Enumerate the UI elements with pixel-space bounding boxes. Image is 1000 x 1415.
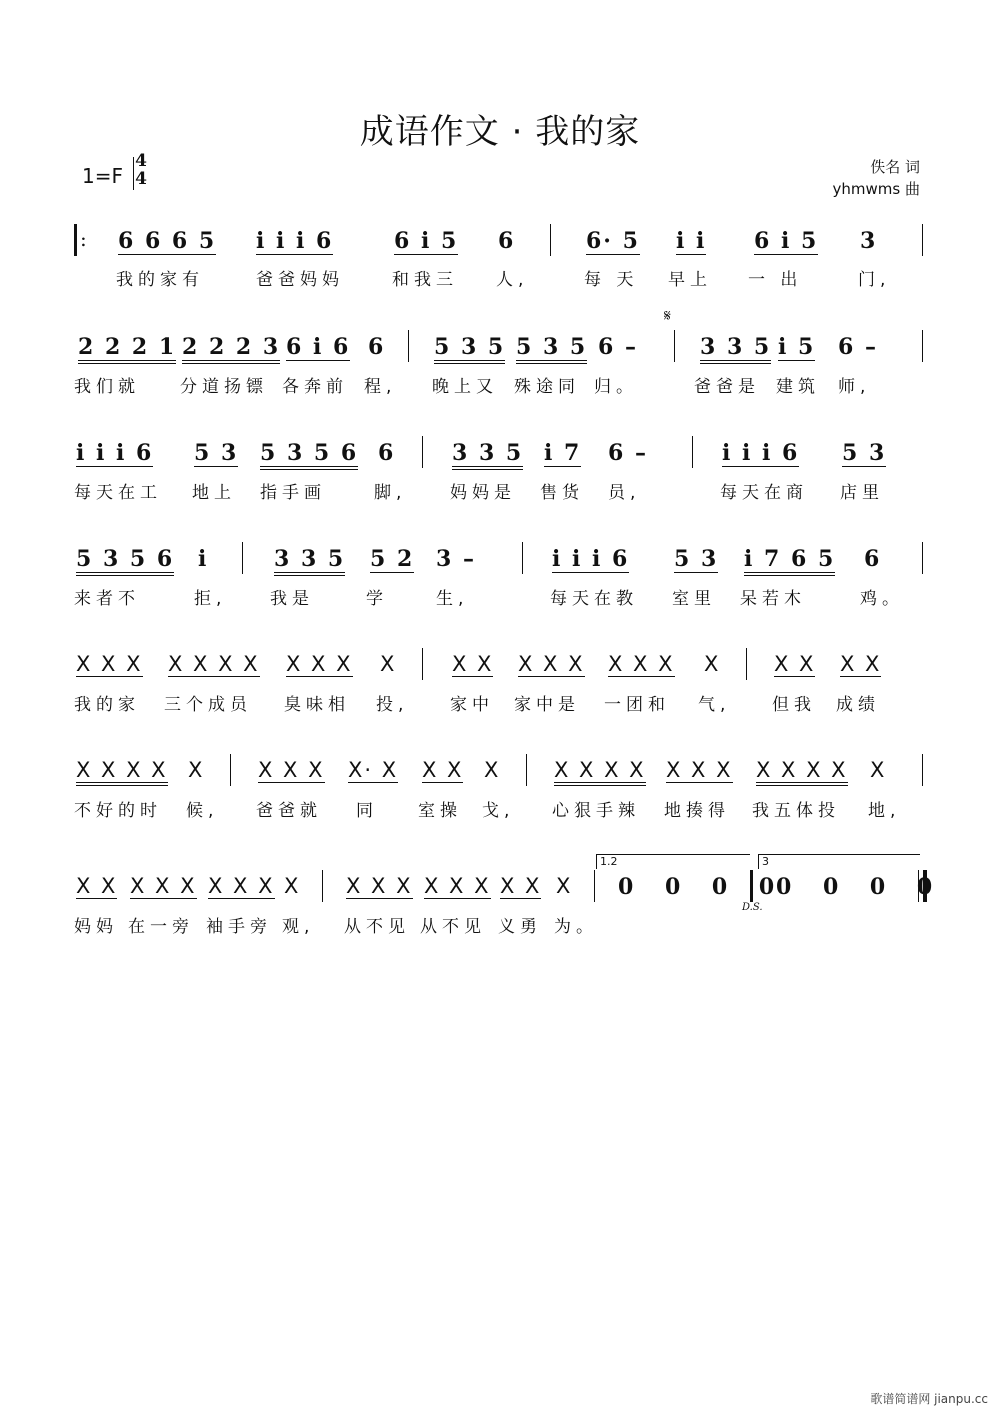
repeat-start-sign (74, 224, 87, 256)
rhythm-group: X X X (346, 874, 413, 898)
barline (922, 754, 923, 786)
lyric-word: 妈妈是 (450, 483, 516, 503)
lyric-word: 一团和 (604, 695, 670, 715)
lyric-word: 脚, (374, 483, 407, 503)
repeat-end-sign (750, 870, 753, 902)
note-group: 6 – (598, 334, 638, 360)
note-group: 3 3 5 (274, 546, 345, 576)
rhythm-group: X X (452, 652, 494, 676)
note-group: 6 6 6 5 (118, 228, 217, 254)
lyric-word: 指手画 (260, 483, 326, 503)
lyric-word: 妈妈 (74, 917, 118, 937)
lyric-word: 同 (356, 801, 378, 821)
note-group: i (198, 546, 209, 572)
lyric-word: 地揍得 (664, 801, 730, 821)
volta-bracket-1: 1.2 (596, 854, 750, 869)
lyric-word: 拒, (194, 589, 227, 609)
song-title: 成语作文 · 我的家 (359, 112, 641, 152)
barline (922, 330, 923, 362)
note-group: 5 3 5 (516, 334, 587, 364)
barline (242, 542, 243, 574)
lyric-word: 每天在教 (550, 589, 638, 609)
rhythm-group: X (188, 758, 205, 782)
note-group: 6 i 5 (754, 228, 819, 254)
rhythm-group: X X X (666, 758, 733, 782)
lyric-word: 气, (698, 695, 731, 715)
note-group: 6 (864, 546, 882, 572)
lyric-word: 每天在工 (74, 483, 162, 503)
rhythm-group: X X X (286, 652, 353, 676)
lyricist: 佚名 词 (870, 158, 920, 176)
rhythm-group: X (556, 874, 573, 898)
lyric-word: 生, (436, 589, 469, 609)
rhythm-group: X X (76, 874, 118, 898)
staff-row-6 (70, 750, 930, 790)
note-group: 5 3 (194, 440, 239, 466)
rhythm-group: X (380, 652, 397, 676)
rhythm-group: X X (500, 874, 542, 898)
note-group: 2 2 2 1 (78, 334, 176, 364)
lyric-word: 我是 (270, 589, 314, 609)
composer: yhmwms 曲 (832, 180, 920, 198)
note-group: 6 i 6 (286, 334, 351, 360)
key-signature: 1=F (82, 164, 123, 188)
staff-row-3 (70, 432, 930, 472)
barline (922, 542, 923, 574)
lyric-word: 每 天 (584, 270, 639, 290)
dal-segno-mark: D.S. (742, 902, 763, 913)
lyric-word: 成绩 (836, 695, 880, 715)
lyric-word: 师, (838, 377, 871, 397)
rhythm-group: X (284, 874, 301, 898)
note-group: 2 2 2 3 (182, 334, 280, 364)
lyric-word: 我的家有 (116, 270, 204, 290)
staff-row-7 (70, 866, 945, 906)
rhythm-group: X (870, 758, 887, 782)
barline (422, 648, 423, 680)
time-signature: 4 4 (133, 152, 149, 188)
note-group: i i i 6 (722, 440, 800, 466)
lyrics-row-7 (70, 912, 930, 938)
note-group: 6 (378, 440, 396, 466)
lyric-word: 戈, (482, 801, 515, 821)
note-group: 6 – (608, 440, 648, 466)
barline (550, 224, 551, 256)
lyric-word: 我五体投 (752, 801, 840, 821)
lyric-word: 归。 (594, 377, 638, 397)
rhythm-group: X X (422, 758, 464, 782)
rhythm-group: X X X X (168, 652, 260, 676)
note-group: 3 (860, 228, 878, 254)
note-group: 3 – (436, 546, 476, 572)
note-group: i i i 6 (552, 546, 630, 572)
rhythm-group: X X X (424, 874, 491, 898)
lyric-word: 学 (366, 589, 388, 609)
lyric-word: 室操 (418, 801, 462, 821)
rhythm-group: X X X X (554, 758, 646, 786)
lyric-word: 一 出 (748, 270, 803, 290)
lyric-word: 鸡。 (860, 589, 904, 609)
rhythm-group: X X X (130, 874, 197, 898)
note-group: i 7 (544, 440, 582, 466)
rest-group: 0 0 0 0 (776, 874, 945, 900)
lyric-word: 门, (858, 270, 891, 290)
note-group: 6· 5 (586, 228, 640, 254)
note-group: i i i 6 (256, 228, 334, 254)
barline (692, 436, 693, 468)
credits (833, 156, 920, 200)
lyric-word: 地上 (192, 483, 236, 503)
lyric-word: 每天在商 (720, 483, 808, 503)
lyric-word: 三个成员 (164, 695, 252, 715)
lyric-word: 爸爸是 (694, 377, 760, 397)
staff-row-2 (70, 326, 930, 366)
lyric-word: 殊途同 (514, 377, 580, 397)
note-group: 6 – (838, 334, 878, 360)
lyric-word: 在一旁 (128, 917, 194, 937)
note-group: 6 i 5 (394, 228, 459, 254)
lyric-word: 心狠手辣 (552, 801, 640, 821)
lyric-word: 早上 (668, 270, 712, 290)
lyric-word: 来者不 (74, 589, 140, 609)
staff-row-4 (70, 538, 930, 578)
volta-bracket-2: 3 (758, 854, 920, 869)
lyric-word: 观, (282, 917, 315, 937)
lyric-word: 从不见 (344, 917, 410, 937)
lyrics-row-5 (70, 690, 930, 716)
lyric-word: 家中是 (514, 695, 580, 715)
note-group: 5 2 (370, 546, 415, 572)
final-barline-thin (918, 870, 919, 902)
lyric-word: 家中 (450, 695, 494, 715)
lyric-word: 爸爸妈妈 (256, 270, 344, 290)
rhythm-group: X X X (518, 652, 585, 676)
lyric-word: 投, (376, 695, 409, 715)
lyrics-row-3 (70, 478, 930, 504)
site-watermark: 歌谱简谱网 jianpu.cc (870, 1392, 988, 1406)
note-group: 5 3 5 (434, 334, 505, 364)
final-barline-thick (923, 870, 927, 902)
lyric-word: 晚上又 (432, 377, 498, 397)
lyric-word: 我的家 (74, 695, 140, 715)
note-group: i i (676, 228, 707, 254)
lyric-word: 员, (608, 483, 641, 503)
rest-group: 0 0 0 0 (618, 874, 787, 900)
barline (522, 542, 523, 574)
lyric-word: 候, (186, 801, 219, 821)
barline (422, 436, 423, 468)
note-group: i i i 6 (76, 440, 154, 466)
rhythm-group: X X (774, 652, 816, 676)
barline (746, 648, 747, 680)
note-group: 5 3 (842, 440, 887, 466)
rhythm-group: X X X (608, 652, 675, 676)
note-group: 3 3 5 (452, 440, 523, 470)
note-group: 5 3 5 6 (260, 440, 358, 470)
lyric-word: 呆若木 (740, 589, 806, 609)
staff-row-5 (70, 644, 930, 684)
rhythm-group: X (704, 652, 721, 676)
lyric-word: 不好的时 (74, 801, 162, 821)
barline (594, 870, 595, 902)
rhythm-group: X X X (258, 758, 325, 782)
lyric-word: 分道扬镖 (180, 377, 268, 397)
rhythm-group: X X X X (76, 758, 168, 786)
lyric-word: 售货 (540, 483, 584, 503)
lyric-word: 地, (868, 801, 901, 821)
segno-sign: 𝄋 (664, 306, 671, 325)
lyric-word: 从不见 (420, 917, 486, 937)
note-group: i 5 (778, 334, 816, 360)
lyric-word: 室里 (672, 589, 716, 609)
lyrics-row-6 (70, 796, 930, 822)
rhythm-group: X X X X (756, 758, 848, 786)
lyric-word: 建筑 (776, 377, 820, 397)
staff-row-1 (70, 220, 930, 260)
barline (526, 754, 527, 786)
rhythm-group: X X (840, 652, 882, 676)
barline (322, 870, 323, 902)
lyric-word: 爸爸就 (256, 801, 322, 821)
rhythm-group: X X X (76, 652, 143, 676)
lyric-word: 袖手旁 (206, 917, 272, 937)
lyric-word: 程, (364, 377, 397, 397)
barline (674, 330, 675, 362)
note-group: 3 3 5 (700, 334, 771, 364)
lyric-word: 和我三 (392, 270, 458, 290)
barline (230, 754, 231, 786)
rhythm-group: X X X (208, 874, 275, 898)
lyric-word: 各奔前 (282, 377, 348, 397)
note-group: i 7 6 5 (744, 546, 835, 576)
barline (408, 330, 409, 362)
lyrics-row-2 (70, 372, 930, 398)
note-group: 6 (498, 228, 516, 254)
lyrics-row-4 (70, 584, 930, 610)
lyric-word: 义勇 (498, 917, 542, 937)
lyric-word: 店里 (840, 483, 884, 503)
lyric-word: 我们就 (74, 377, 140, 397)
lyric-word: 人, (496, 270, 529, 290)
lyrics-row-1 (70, 265, 930, 291)
note-group: 5 3 (674, 546, 719, 572)
lyric-word: 为。 (554, 917, 598, 937)
barline (922, 224, 923, 256)
lyric-word: 但我 (772, 695, 816, 715)
note-group: 5 3 5 6 (76, 546, 174, 576)
note-group: 6 (368, 334, 386, 360)
lyric-word: 臭味相 (284, 695, 350, 715)
rhythm-group: X (484, 758, 501, 782)
rhythm-group: X· X (348, 758, 399, 782)
